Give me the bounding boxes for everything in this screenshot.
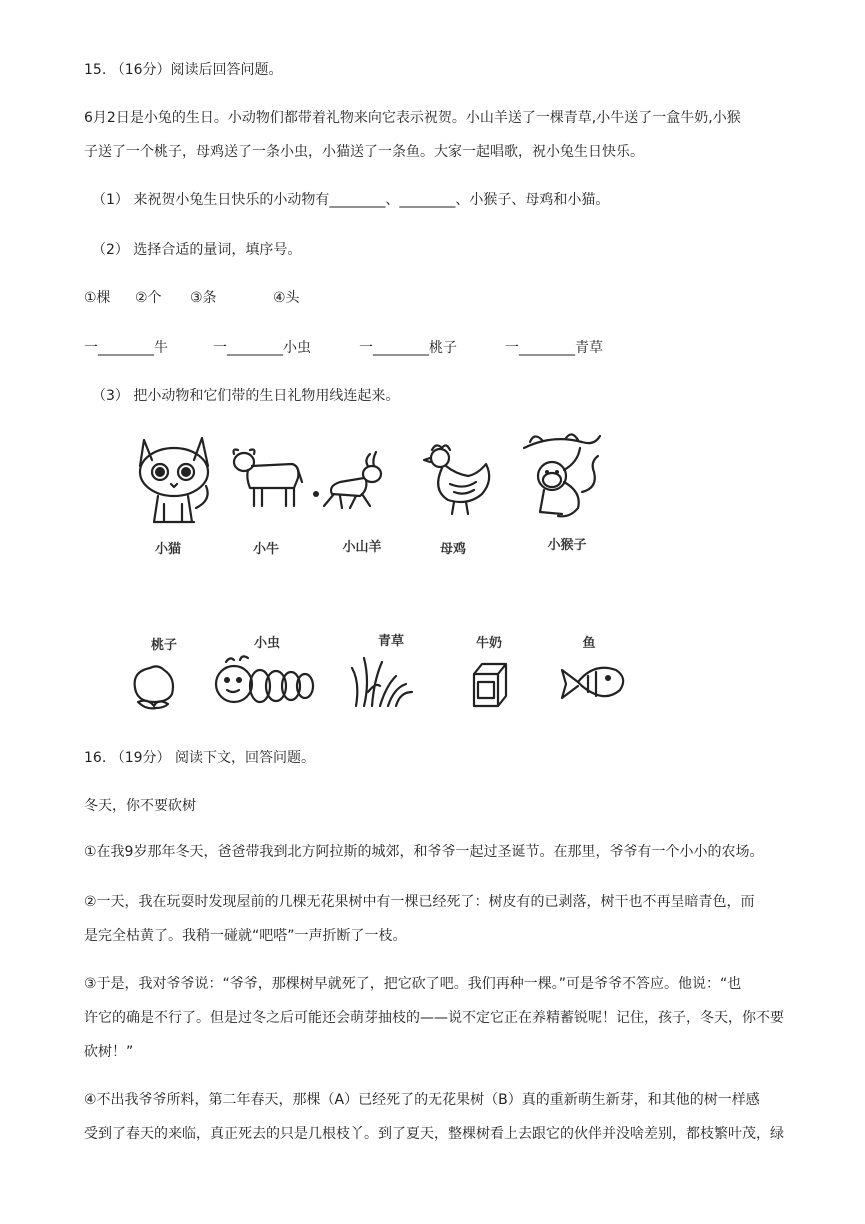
option-2: ②个 <box>135 290 162 306</box>
fill-blank-worm: 一________小虫 <box>213 340 311 356</box>
gift-label-milk: 牛奶 <box>475 636 502 651</box>
q15-passage-line1: 6月2日是小兔的生日。小动物们都带着礼物来向它表示祝贺。小山羊送了一棵青草,小牛送了一盒牛奶,小猴 <box>84 110 741 126</box>
q16-paragraph-1: ①在我9岁那年冬天，爸爸带我到北方阿拉斯的城郊，和爷爷一起过圣诞节。在那里，爷爷有一个小小的农场。 <box>84 844 764 860</box>
paragraph-2-line-2: 是完全枯黄了。我稍一碰就“吧嗒”一声折断了一枝。 <box>84 928 407 944</box>
hen-drawing <box>420 440 498 518</box>
option-1: ①棵 <box>84 290 111 306</box>
paragraph-3-line-2: 许它的确是不行了。但是过冬之后可能还会萌芽抽枝的——说不定它正在养精蓄锐呢！记住，孩子，冬天，你不要 <box>84 1010 784 1026</box>
q15-sub2: （2） 选择合适的量词，填序号。 <box>92 242 302 258</box>
fill-blank-ox: 一________牛 <box>84 340 168 356</box>
q16-heading: 16. （19分） 阅读下文，回答问题。 <box>84 750 315 766</box>
gift-label-fish: 鱼 <box>582 636 596 651</box>
gift-label-worm: 小虫 <box>253 636 280 651</box>
animal-label-ox: 小牛 <box>252 542 279 557</box>
animal-label-cat: 小猫 <box>154 542 181 557</box>
cat-drawing <box>134 430 214 526</box>
paragraph-3-line-3: 砍树！” <box>84 1044 134 1060</box>
paragraph-4-line-1: ④不出我爷爷所料，第二年春天，那棵（A）已经死了的无花果树（B）真的重新萌生新芽，和其他的树一样感 <box>84 1092 760 1108</box>
animal-label-goat: 小山羊 <box>342 540 382 555</box>
q15-passage-line2: 子送了一个桃子，母鸡送了一条小虫，小猫送了一条鱼。大家一起唱歌，祝小兔生日快乐。 <box>84 144 644 160</box>
q15-sub3: （3） 把小动物和它们带的生日礼物用线连起来。 <box>92 388 400 404</box>
q15-sub1: （1） 来祝贺小兔生日快乐的小动物有________、________、小猴子、母鸡和小猫。 <box>92 192 610 208</box>
paragraph-4-line-2: 受到了春天的来临，真正死去的只是几根枝丫。到了夏天，整棵树看上去跟它的伙伴并没啥差别，都枝繁叶茂，绿 <box>84 1126 784 1142</box>
milk-carton-drawing <box>470 660 510 708</box>
q16-title: 冬天，你不要砍树 <box>84 798 196 814</box>
option-3: ③条 <box>190 290 217 306</box>
goat-drawing <box>310 450 392 510</box>
animal-label-monkey: 小猴子 <box>547 538 587 553</box>
paragraph-3-line-1: ③于是，我对爷爷说：“爷爷，那棵树早就死了，把它砍了吧。我们再种一棵。”可是爷爷不答应。他说：“也 <box>84 976 742 992</box>
animal-label-hen: 母鸡 <box>439 542 466 557</box>
ox-drawing <box>228 448 304 510</box>
gift-label-peach: 桃子 <box>150 638 177 653</box>
option-4: ④头 <box>273 290 300 306</box>
q15-heading: 15. （16分）阅读后回答问题。 <box>84 62 283 78</box>
peach-drawing <box>128 662 182 710</box>
worm-drawing <box>210 654 316 712</box>
monkey-drawing <box>522 432 604 520</box>
grass-drawing <box>350 652 416 708</box>
fill-blank-grass: 一________青草 <box>505 340 603 356</box>
fish-drawing <box>558 660 630 706</box>
fill-blank-peach: 一________桃子 <box>359 340 457 356</box>
paragraph-2-line-1: ②一天，我在玩耍时发现屋前的几棵无花果树中有一棵已经死了：树皮有的已剥落，树干也不再呈暗青色，而 <box>84 894 755 910</box>
gift-label-grass: 青草 <box>377 634 404 649</box>
